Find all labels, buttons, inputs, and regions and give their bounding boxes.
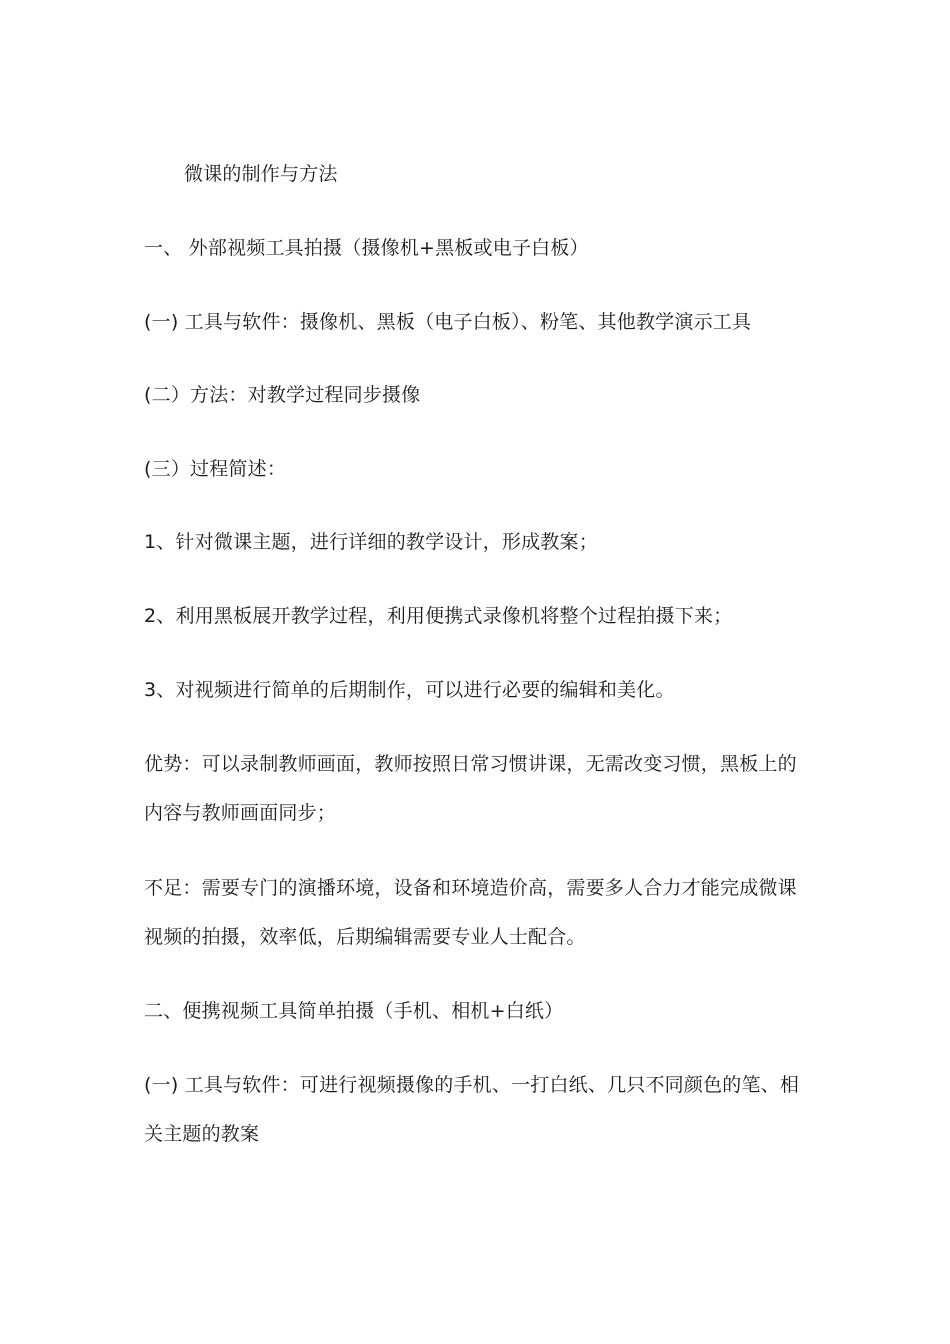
section2-tools-line-1: (一) 工具与软件：可进行视频摄像的手机、一打白纸、几只不同颜色的笔、相 (144, 1074, 800, 1096)
shortcoming-line-2: 视频的拍摄，效率低，后期编辑需要专业人士配合。 (144, 926, 586, 948)
section2-tools-line-2: 关主题的教案 (144, 1123, 260, 1145)
advantage-line-1: 优势：可以录制教师画面，教师按照日常习惯讲课，无需改变习惯，黑板上的 (144, 753, 797, 775)
document-title: 微课的制作与方法 (184, 163, 338, 185)
section1-method-paragraph: (二）方法：对教学过程同步摄像 (144, 384, 421, 406)
section2-heading: 二、便携视频工具简单拍摄（手机、相机+白纸） (144, 1000, 564, 1022)
section1-tools-paragraph: (一) 工具与软件：摄像机、黑板（电子白板）、粉笔、其他教学演示工具 (144, 311, 752, 333)
section1-step-2: 2、利用黑板展开教学过程，利用便携式录像机将整个过程拍摄下来； (144, 605, 733, 627)
section1-process-heading: (三）过程简述： (144, 458, 287, 480)
section1-step-3: 3、对视频进行简单的后期制作，可以进行必要的编辑和美化。 (144, 679, 675, 701)
advantage-line-2: 内容与教师画面同步； (144, 802, 337, 824)
section1-step-1: 1、针对微课主题，进行详细的教学设计，形成教案； (144, 531, 598, 553)
shortcoming-line-1: 不足：需要专门的演播环境，设备和环境造价高，需要多人合力才能完成微课 (144, 877, 797, 899)
section1-heading: 一、 外部视频工具拍摄（摄像机+黑板或电子白板） (144, 237, 589, 259)
